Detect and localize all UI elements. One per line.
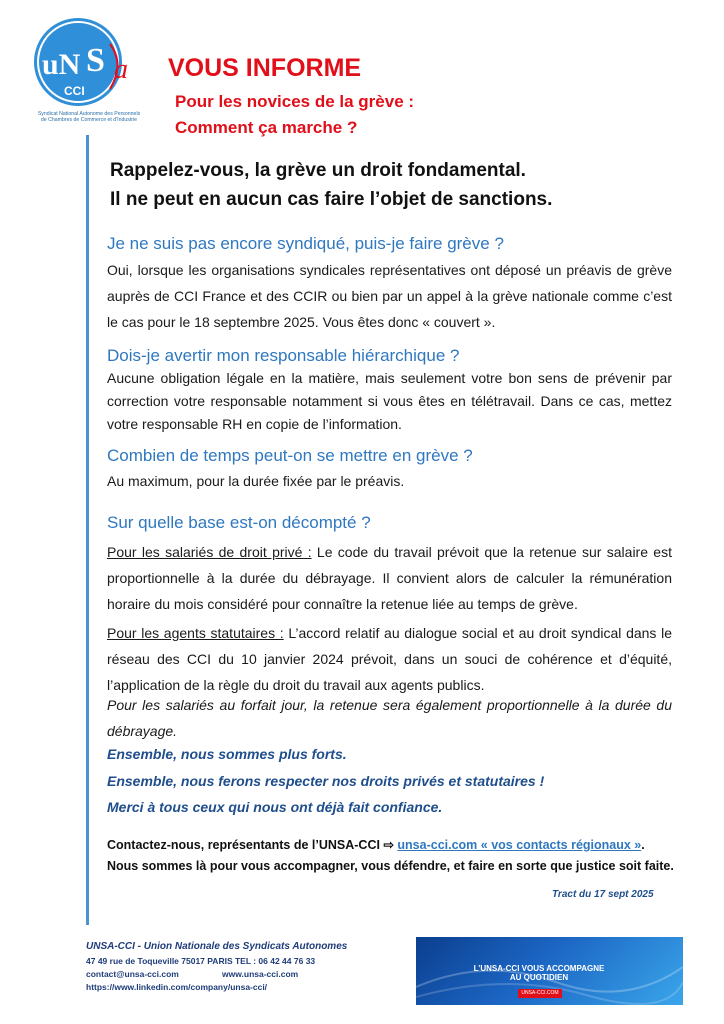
question-syndique: Je ne suis pas encore syndiqué, puis-je faire grève ? [107,234,504,253]
vertical-divider [86,135,89,925]
banner-line-1: L’UNSA-CCI VOUS ACCOMPAGNE [473,964,605,973]
question-duree: Combien de temps peut-on se mettre en grève ? [107,446,473,465]
footer-address: 47 49 rue de Toqueville 75017 PARIS TEL : 06 42 44 76 33 [86,956,316,966]
logo-letters-un: uN [42,48,81,81]
footer-org: UNSA-CCI - Union Nationale des Syndicats Autonomes [86,941,348,952]
banner-text [464,964,614,982]
text-statutaires: L’accord relatif au dialogue social et au droit syndical dans le réseau des CCI du 10 janvier 2024 prévoit, dans un souci de cohérence et d’équité, l’application de la règle du droit du travail aux agents publics. [107,625,672,693]
tract-date: Tract du 17 sept 2025 [552,889,654,900]
answer-duree: Au maximum, pour la durée fixée par le préavis. [107,473,405,489]
contact-block [107,835,677,877]
logo-cci: CCI [64,84,85,98]
lead-line-2: Il ne peut en aucun cas faire l’objet de sanctions. [110,189,553,210]
promo-banner [416,937,683,1005]
unsa-cci-logo [30,14,150,134]
subtitle-2: Comment ça marche ? [175,118,358,137]
answer-syndique: Oui, lorsque les organisations syndicales représentatives ont déposé un préavis de grève auprès de CCI France et des CCIR ou bien par un appel à la grève nationale comme c’est le cas pour le 18 septembre 2025. Vous êtes donc « couvert ». [107,262,672,330]
motto-1: Ensemble, nous sommes plus forts. [107,746,347,762]
subtitle-1: Pour les novices de la grève : [175,92,415,111]
answer-avertir: Aucune obligation légale en la matière, mais seulement votre bon sens de prévenir par correction votre responsable notamment si vous êtes en télétravail. Dans ce cas, mettez votre responsable RH en copie de l’information. [107,370,672,432]
question-avertir: Dois-je avertir mon responsable hiérarchique ? [107,346,460,365]
paragraph-statutaires [107,620,672,698]
footer-linkedin[interactable]: https://www.linkedin.com/company/unsa-cci/ [86,982,268,992]
motto-2: Ensemble, nous ferons respecter nos droits privés et statutaires ! [107,773,545,789]
contact-support-text: Nous sommes là pour vous accompagner, vous défendre, et faire en sorte que justice soit faite. [107,859,674,873]
text-droit-prive: Le code du travail prévoit que la retenue sur salaire est proportionnelle à la durée du débrayage. Il convient alors de calculer la rémunération horaire du mois considéré pour connaître la retenue liée au temps de grève. [107,544,672,612]
label-droit-prive: Pour les salariés de droit privé : [107,544,312,560]
logo-tagline-2: de Chambres de Commerce et d'Industrie [40,117,138,123]
paragraph-forfait-jour: Pour les salariés au forfait jour, la retenue sera également proportionnelle à la durée du débrayage. [107,697,672,739]
page-title: VOUS INFORME [168,54,362,82]
contact-regional-link[interactable]: unsa-cci.com « vos contacts régionaux » [397,838,642,852]
logo-tagline-1: Syndicat National Autonome des Personnels [37,111,141,117]
arrow-right-icon: ⇨ [383,838,394,852]
banner-line-2: AU QUOTIDIEN [509,973,569,982]
lead-line-1: Rappelez-vous, la grève un droit fondamental. [110,160,526,181]
banner-url-badge[interactable]: UNSA-CCI.COM [518,989,562,998]
question-decompte: Sur quelle base est-on décompté ? [107,513,371,532]
contact-prefix: Contactez-nous, représentants de l’UNSA-CCI [107,838,384,852]
footer-email[interactable]: contact@unsa-cci.com [86,969,179,979]
motto-3: Merci à tous ceux qui nous ont déjà fait confiance. [107,799,443,815]
contact-suffix: . [641,838,645,852]
label-statutaires: Pour les agents statutaires : [107,625,284,641]
logo-letter-s: S [86,42,105,79]
logo-letter-a: a [114,54,128,85]
paragraph-droit-prive [107,539,672,617]
footer-website[interactable]: www.unsa-cci.com [222,969,299,979]
